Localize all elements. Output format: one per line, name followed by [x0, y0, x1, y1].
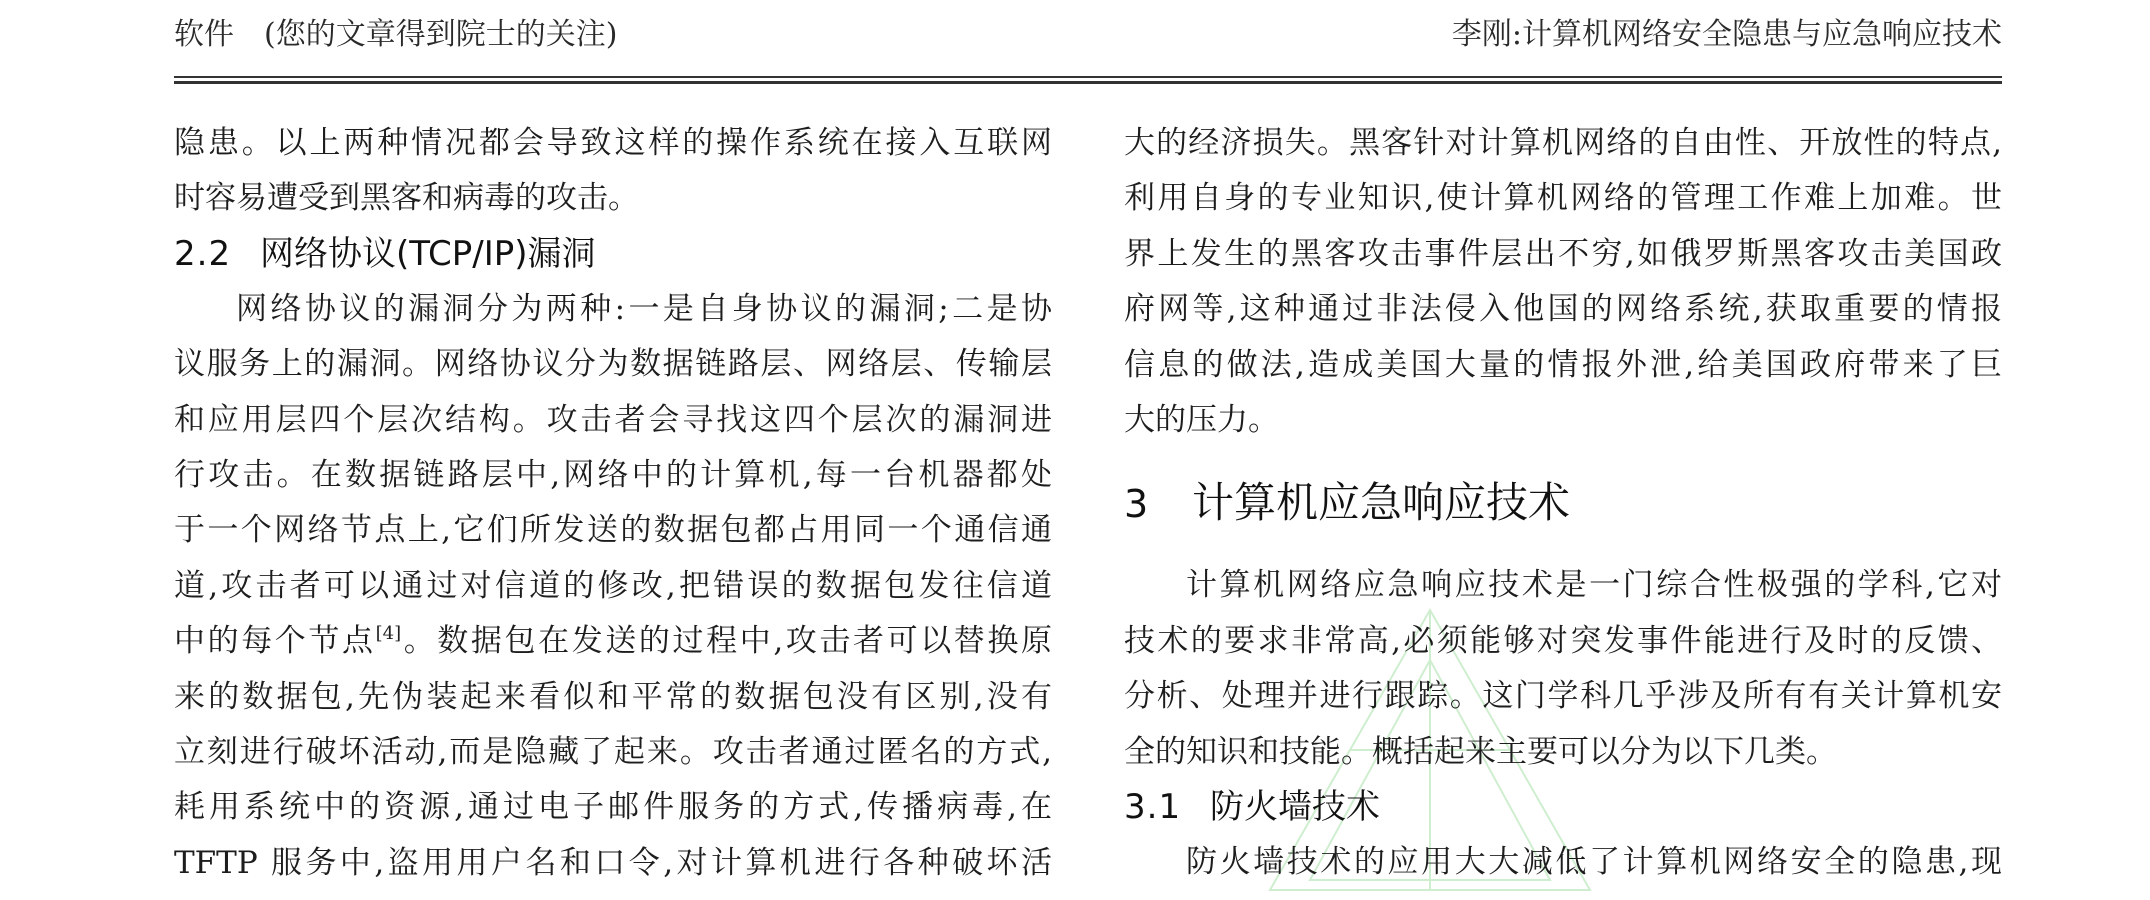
body-line: 时容易遭受到黑客和病毒的攻击。 [174, 180, 639, 217]
body-line: 议服务上的漏洞。网络协议分为数据链路层、网络层、传输层 [174, 346, 1052, 383]
body-line: TFTP 服务中,盗用用户名和口令,对计算机进行各种破坏活 [174, 844, 1052, 881]
section-title: 网络协议(TCP/IP)漏洞 [260, 233, 596, 274]
body-line: 耗用系统中的资源,通过电子邮件服务的方式,传播病毒,在 [174, 789, 1052, 826]
body-line: 防火墙技术的应用大大减低了计算机网络安全的隐患,现 [1186, 843, 2002, 880]
body-line: 技术的要求非常高,必须能够对突发事件能进行及时的反馈、 [1124, 622, 2002, 659]
header-rule-thin [174, 76, 2002, 78]
section-number: 3 [1124, 482, 1149, 527]
body-text: 中的每个节点 [174, 623, 376, 660]
section-number: 2.2 [174, 233, 232, 274]
body-line: 利用自身的专业知识,使计算机网络的管理工作难上加难。世 [1124, 180, 2002, 217]
running-header-journal: 软件 (您的文章得到院士的关注) [174, 17, 618, 52]
body-line-with-citation [174, 614, 1052, 669]
running-header-article: 李刚:计算机网络安全隐患与应急响应技术 [1451, 17, 2002, 52]
body-line: 道,攻击者可以通过对信道的修改,把错误的数据包发往信道 [174, 567, 1052, 604]
header-rule-thick [174, 81, 2002, 84]
body-line: 来的数据包,先伪装起来看似和平常的数据包没有区别,没有 [174, 678, 1052, 715]
right-column [1124, 116, 2002, 890]
body-line: 大的经济损失。黑客针对计算机网络的自由性、开放性的特点, [1124, 125, 2002, 161]
section-title: 防火墙技术 [1210, 786, 1380, 827]
body-line: 府网等,这种通过非法侵入他国的网络系统,获取重要的情报 [1124, 291, 2002, 328]
section-heading-3-1 [1124, 780, 2002, 835]
section-title: 计算机应急响应技术 [1192, 478, 1571, 528]
body-line: 计算机网络应急响应技术是一门综合性极强的学科,它对 [1186, 567, 2002, 604]
body-line: 立刻进行破坏活动,而是隐藏了起来。攻击者通过匿名的方式, [174, 733, 1052, 770]
body-line: 全的知识和技能。概括起来主要可以分为以下几类。 [1124, 733, 1837, 770]
body-line: 隐患。以上两种情况都会导致这样的操作系统在接入互联网 [174, 125, 1052, 161]
body-line: 界上发生的黑客攻击事件层出不穷,如俄罗斯黑客攻击美国政 [1124, 235, 2002, 272]
citation-reference: [4] [375, 623, 402, 645]
body-line: 分析、处理并进行跟踪。这门学科几乎涉及所有有关计算机安 [1124, 678, 2002, 715]
left-column [174, 116, 1052, 891]
body-line: 大的压力。 [1124, 401, 1279, 438]
section-heading-2-2 [174, 227, 1052, 282]
body-line: 和应用层四个层次结构。攻击者会寻找这四个层次的漏洞进 [174, 401, 1052, 438]
body-line: 信息的做法,造成美国大量的情报外泄,给美国政府带来了巨 [1124, 346, 2002, 383]
section-number: 3.1 [1124, 786, 1182, 827]
body-line: 于一个网络节点上,它们所发送的数据包都占用同一个通信通 [174, 512, 1052, 549]
body-line: 行攻击。在数据链路层中,网络中的计算机,每一台机器都处 [174, 456, 1052, 493]
section-heading-3 [1124, 448, 2002, 558]
body-line: 网络协议的漏洞分为两种:一是自身协议的漏洞;二是协 [236, 290, 1052, 327]
body-text: 。数据包在发送的过程中,攻击者可以替换原 [401, 623, 1052, 660]
